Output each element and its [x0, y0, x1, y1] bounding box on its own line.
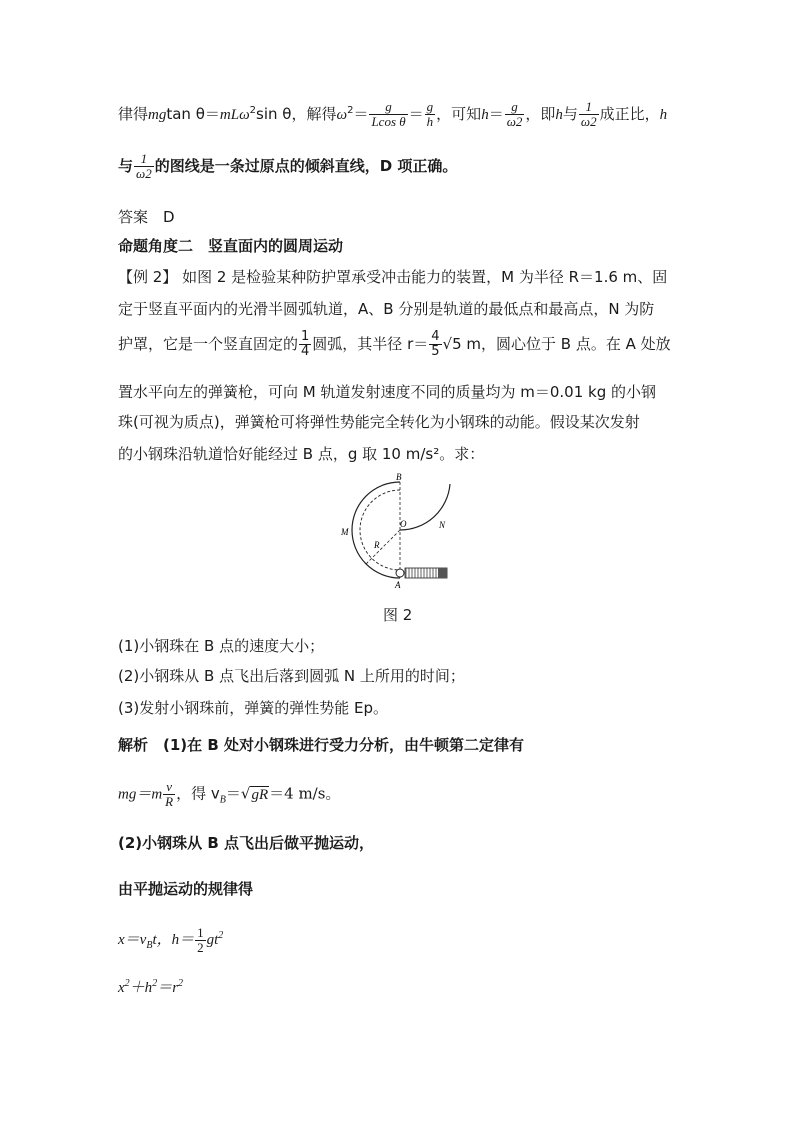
- text: h: [481, 107, 489, 123]
- spring-gun: [405, 568, 447, 578]
- numerator: 1: [140, 151, 148, 166]
- text: 成正比，: [599, 105, 660, 123]
- semicircle-track-m: [352, 482, 400, 578]
- radicand: gR: [251, 786, 269, 803]
- label-m: M: [341, 527, 349, 537]
- fraction: [429, 330, 441, 359]
- fraction: [369, 100, 407, 129]
- section-heading: 命题角度二 竖直面内的圆周运动: [118, 237, 344, 255]
- steel-ball: [396, 569, 404, 577]
- fraction: [579, 100, 599, 129]
- text: h: [659, 107, 668, 123]
- numerator: g: [385, 99, 392, 114]
- denominator: 4: [301, 344, 310, 359]
- label-a: A: [395, 580, 401, 590]
- text: ＝: [408, 105, 424, 123]
- numerator: g: [511, 99, 518, 114]
- text: ，得 v: [176, 784, 220, 803]
- text: 的图线是一条过原点的倾斜直线，D 项正确。: [154, 157, 458, 175]
- figure-caption: 图 2: [383, 606, 413, 624]
- numerator: 1: [301, 329, 310, 344]
- fraction: [425, 100, 436, 129]
- text: t，h＝: [152, 931, 195, 948]
- question-1: (1)小钢珠在 B 点的速度大小；: [118, 637, 325, 655]
- text: B: [219, 794, 226, 806]
- question-2: (2)小钢珠从 B 点飞出后落到圆弧 N 上所用的时间；: [118, 667, 465, 685]
- text: mLω: [219, 107, 250, 123]
- denominator: R: [165, 794, 174, 809]
- inner-dashed-arc: [360, 490, 400, 570]
- label-n: N: [439, 520, 446, 530]
- text: x: [118, 980, 125, 996]
- text: ＝: [225, 784, 241, 803]
- text: x＝v: [118, 931, 147, 948]
- text: ＝4 m/s。: [269, 784, 341, 803]
- denominator: 5: [431, 344, 440, 359]
- text: ＝: [488, 105, 504, 123]
- text: B: [146, 939, 153, 951]
- example-line-3: [118, 330, 671, 359]
- answer-line: 答案 D: [118, 208, 175, 226]
- label-b: B: [396, 472, 402, 482]
- example-line-1: 【例 2】 如图 2 是检验某种防护罩承受冲击能力的装置，M 为半径 R＝1.6 m、固: [118, 268, 668, 286]
- text: 护罩，它是一个竖直固定的: [118, 335, 299, 353]
- fraction: [163, 780, 175, 809]
- radius-line: [366, 530, 400, 564]
- example-line-2: 定于竖直平面内的光滑半圆弧轨道，A、B 分别是轨道的最低点和最高点，N 为防: [118, 300, 655, 318]
- text: 2: [178, 978, 184, 989]
- text: ＋h: [129, 980, 153, 996]
- text: 与: [118, 157, 134, 175]
- text: ＝: [353, 105, 369, 123]
- solution-line-3: 由平抛运动的规律得: [118, 880, 254, 898]
- denominator: ω2: [580, 114, 597, 129]
- example-line-4: 置水平向左的弹簧枪，可向 M 轨道发射速度不同的质量均为 m＝0.01 kg 的小钢: [118, 383, 657, 401]
- denominator: ω2: [136, 166, 152, 181]
- numerator: g: [426, 99, 434, 114]
- label-r: R: [374, 540, 380, 550]
- derivation-line-2: [118, 152, 457, 181]
- text: 与: [562, 105, 578, 123]
- label-o: O: [400, 519, 407, 529]
- fraction: [134, 152, 154, 181]
- example-line-6: 的小钢珠沿轨道恰好能经过 B 点，g 取 10 m/s²。求：: [118, 445, 485, 463]
- text: ，即: [525, 105, 556, 123]
- text: h: [555, 107, 563, 123]
- fraction: [505, 100, 525, 129]
- denominator: 2: [197, 940, 204, 955]
- fraction: [195, 926, 206, 955]
- text: mg＝m: [118, 786, 163, 803]
- text: 2: [124, 978, 130, 989]
- solution-line-2: (2)小钢珠从 B 点飞出后做平抛运动，: [118, 834, 375, 852]
- solution-line-1: 解析 (1)在 B 处对小钢珠进行受力分析，由牛顿第二定律有: [118, 736, 525, 754]
- text: ω: [336, 107, 348, 123]
- denominator: h: [426, 114, 434, 129]
- numerator: 1: [585, 99, 593, 114]
- text: tan θ＝: [166, 105, 220, 123]
- text: √5: [442, 335, 462, 353]
- text: gt: [206, 931, 219, 948]
- derivation-line-1: [118, 100, 667, 129]
- solution-equation-2: [118, 926, 223, 955]
- text: ＝r: [157, 980, 179, 996]
- numerator: 4: [431, 329, 440, 344]
- text: sin θ，解得: [256, 105, 337, 123]
- numerator: v: [166, 779, 173, 794]
- fraction: [299, 330, 311, 359]
- text: mg: [148, 107, 167, 123]
- solution-equation-1: mg＝m $\frac{v}{R}$ ，得 $v_B=√gR=4$ m/s。: [118, 779, 341, 809]
- text: 2: [249, 105, 257, 116]
- solution-equation-3: [118, 978, 183, 998]
- text: 2: [152, 978, 158, 989]
- example-line-5: 珠(可视为质点)，弹簧枪可将弹性势能完全转化为小钢珠的动能。假设某次发射: [118, 413, 640, 431]
- text: ，可知: [436, 105, 482, 123]
- text: 圆弧，其半径 r＝: [312, 335, 429, 353]
- text: 2: [347, 105, 354, 116]
- text: 律得: [118, 105, 149, 123]
- question-3: (3)发射小钢珠前，弹簧的弹性势能 Ep。: [118, 699, 389, 717]
- denominator: ω2: [506, 114, 523, 129]
- text: m，圆心位于 B 点。在 A 处放: [461, 335, 671, 353]
- numerator: 1: [197, 925, 204, 940]
- track-diagram: [330, 470, 470, 595]
- text: 2: [218, 929, 224, 941]
- denominator: Lcos θ: [371, 114, 406, 129]
